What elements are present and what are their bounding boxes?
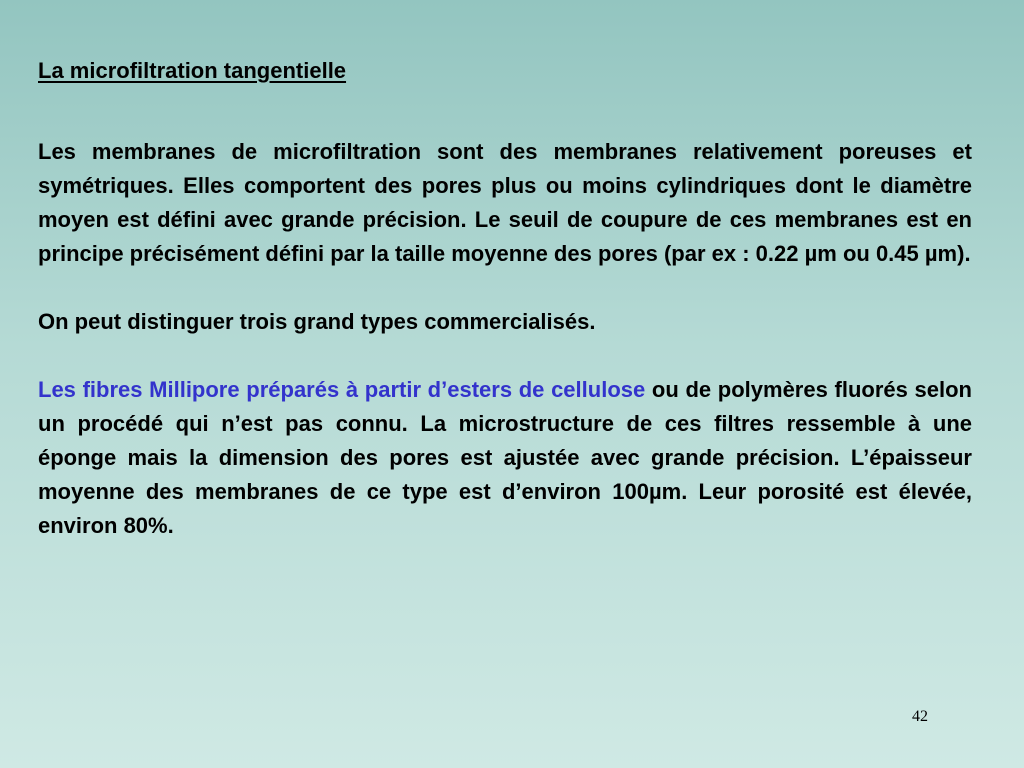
paragraph-membranes: Les membranes de microfiltration sont des membranes relativement poreuses et symétriques. Elles comportent des pores plus ou moins cylindriques dont le diamètre moyen est défini avec grande précision. Le seuil de coupure de ces membranes est en principe précisément défini par la taille moyenne des pores (par ex : 0.22 µm ou 0.45 µm).: [38, 139, 972, 266]
highlighted-text: Les fibres Millipore préparés à partir d’esters de cellulose: [38, 377, 646, 402]
slide-title: La microfiltration tangentielle: [38, 58, 347, 83]
paragraph-types: On peut distinguer trois grand types commercialisés.: [38, 309, 596, 334]
page-number: 42: [912, 708, 928, 725]
paragraph-millipore-rest: ou de polymères fluorés selon un procédé qui n’est pas connu. La microstructure de ces filtres ressemble à une éponge mais la dimension des pores est ajustée avec grande précision. L’épaisseur moyenne des membranes de ce type est d’environ 100µm. Leur porosité est élevée, environ 80%.: [38, 377, 972, 538]
paragraph-millipore: [38, 373, 972, 543]
slide-content: [38, 135, 972, 543]
